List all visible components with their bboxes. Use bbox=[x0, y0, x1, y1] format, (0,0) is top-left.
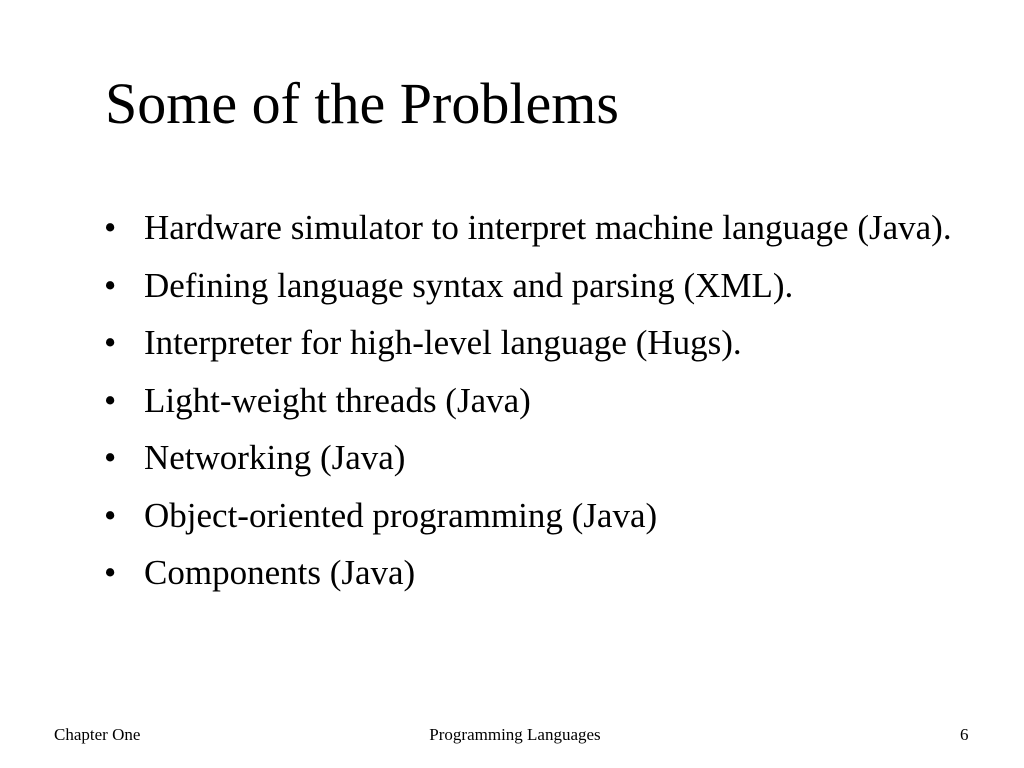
bullet-text: Networking (Java) bbox=[144, 438, 406, 477]
bullet-list bbox=[104, 205, 964, 608]
bullet-symbol: • bbox=[104, 553, 117, 592]
bullet-symbol: • bbox=[104, 495, 117, 535]
bullet-item bbox=[104, 378, 964, 424]
bullet-item bbox=[104, 493, 964, 539]
bullet-item bbox=[104, 205, 964, 251]
bullet-symbol: • bbox=[104, 438, 117, 477]
bullet-item bbox=[104, 435, 964, 481]
bullet-symbol: • bbox=[104, 265, 117, 305]
slide-title: Some of the Problems bbox=[105, 71, 619, 136]
footer-course-title: Programming Languages bbox=[429, 725, 601, 744]
bullet-item bbox=[104, 550, 964, 596]
bullet-text: Components (Java) bbox=[144, 553, 416, 592]
bullet-symbol: • bbox=[104, 208, 117, 247]
bullet-item bbox=[104, 263, 964, 309]
footer-chapter: Chapter One bbox=[54, 725, 141, 744]
footer-page-number: 6 bbox=[960, 725, 969, 744]
bullet-text: Light-weight threads (Java) bbox=[144, 380, 531, 420]
bullet-symbol: • bbox=[104, 323, 117, 362]
bullet-text: Interpreter for high-level language (Hugs). bbox=[144, 323, 742, 362]
bullet-text: Object-oriented programming (Java) bbox=[144, 495, 658, 535]
bullet-item bbox=[104, 320, 964, 366]
bullet-text: Hardware simulator to interpret machine language (Java). bbox=[144, 208, 952, 247]
bullet-symbol: • bbox=[104, 380, 117, 420]
bullet-text: Defining language syntax and parsing (XML). bbox=[144, 265, 794, 305]
